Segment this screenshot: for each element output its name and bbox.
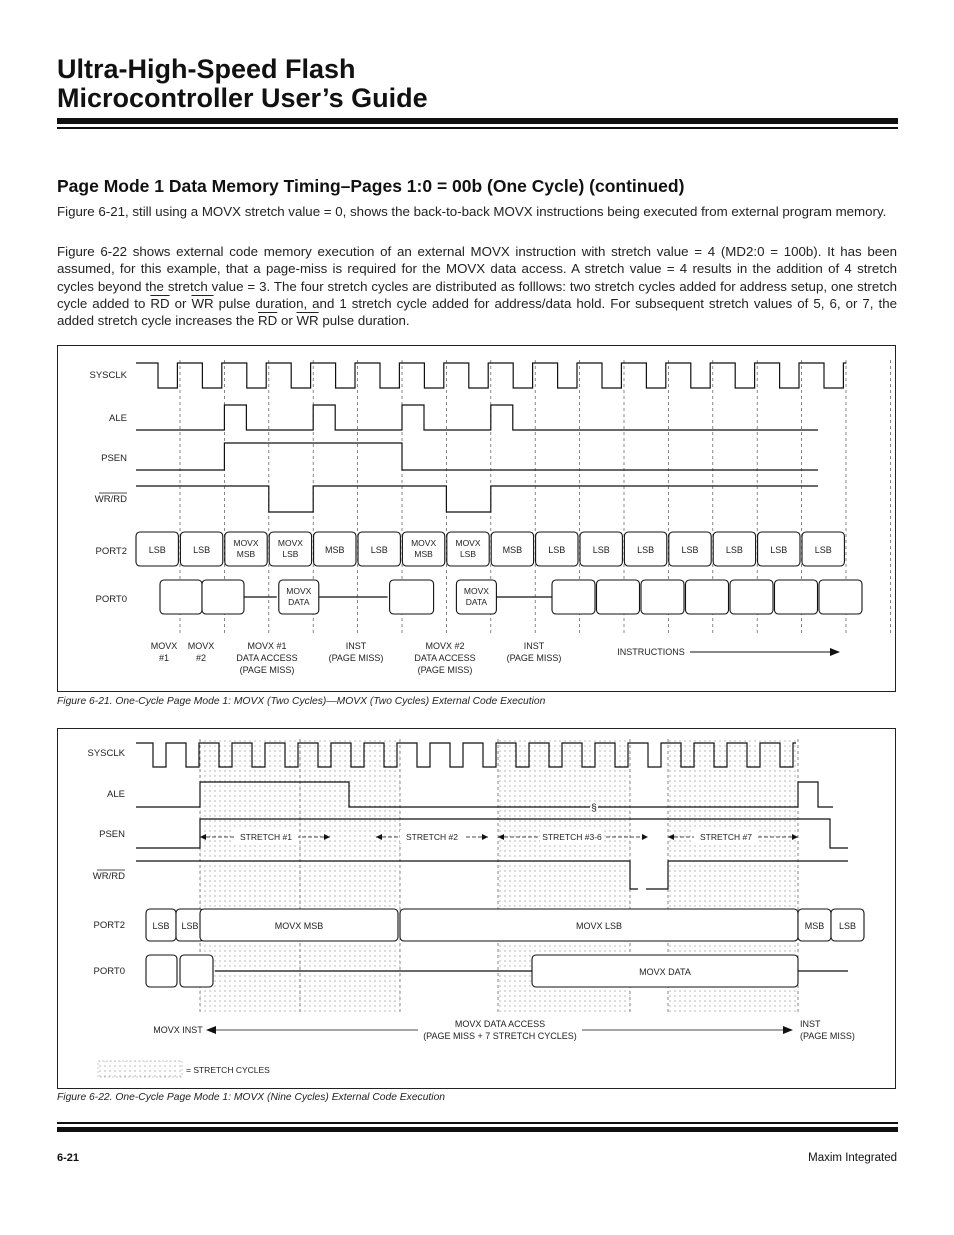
- bottom-label-movx2: MOVX: [187, 641, 215, 651]
- figure-6-22-svg: [58, 729, 897, 1090]
- signal-label-wr-rd: WR/RD: [92, 871, 125, 882]
- signal-label-psen: PSEN: [101, 453, 127, 464]
- bottom-label-movx2: #2: [195, 653, 207, 663]
- access-arrowhead-left: [206, 1026, 216, 1034]
- port2-cell-label: MSB: [804, 921, 825, 931]
- break-mark: §: [591, 803, 597, 814]
- bottom-label-movx1-access: MOVX #1: [247, 641, 287, 651]
- bottom-label-inst: INST: [800, 1019, 821, 1029]
- signal-label-port2: PORT2: [95, 546, 127, 557]
- paragraph-2: [57, 243, 897, 329]
- stretch-arrowhead-right: [482, 834, 488, 840]
- port2-cell-label: MOVX: [233, 538, 259, 548]
- port2-cell-label: MSB: [502, 545, 523, 555]
- paragraph-2-part-a: Figure 6-22 shows external code memory execution of an external MOVX instruction with stretch value = 4 (MD2:0 = 100b). It has been assumed, for this example, that a page-miss is required for the MOVX data access. A stretch value = 4 results in the addition of 4 stretch cycles beyond the stretch value = 3. The four stretch cycles are distributed as folllows: two stretch cycles added for address setup, one stretch cycle added to: [57, 244, 897, 311]
- port2-cell-label: LSB: [181, 921, 199, 931]
- page-number: 6-21: [57, 1152, 80, 1164]
- header-rule-thin: [57, 127, 898, 129]
- figure-6-22-caption: Figure 6-22. One-Cycle Page Mode 1: MOVX (Nine Cycles) External Code Execution: [57, 1092, 446, 1103]
- bottom-label-movx-inst: MOVX INST: [153, 1025, 203, 1035]
- port2-cell-label: LSB: [637, 545, 655, 555]
- stretch-label: STRETCH #1: [240, 832, 292, 842]
- legend-label: = STRETCH CYCLES: [186, 1065, 270, 1075]
- bottom-label-movx1: #1: [158, 653, 170, 663]
- port2-cell-label: LSB: [838, 921, 857, 931]
- port2-cell-label: MSB: [325, 545, 345, 555]
- port2-cell-label: MOVX: [411, 538, 437, 548]
- port2-cell-label: LSB: [148, 545, 166, 555]
- footer-rule-thin: [57, 1122, 898, 1124]
- document-title: [57, 55, 428, 113]
- stretch-label: STRETCH #3-6: [542, 832, 602, 842]
- signal-label-sysclk: SYSCLK: [87, 748, 125, 759]
- bottom-label-inst: (PAGE MISS): [328, 653, 384, 663]
- port2-cell-label: LSB: [592, 545, 610, 555]
- access-arrowhead-right: [783, 1026, 793, 1034]
- document-title-line1: Ultra-High-Speed Flash: [57, 54, 356, 84]
- stretch-label: STRETCH #2: [406, 832, 458, 842]
- paragraph-2-or-2: or: [277, 313, 297, 329]
- port2-cell-label: LSB: [770, 545, 788, 555]
- footer-rule-thick: [57, 1127, 898, 1132]
- stretch-arrowhead-right: [642, 834, 648, 840]
- signal-label-port0: PORT0: [93, 966, 125, 977]
- stretch-label: STRETCH #7: [700, 832, 752, 842]
- port2-cell-label: MOVX MSB: [274, 921, 324, 931]
- port0-cell: [202, 580, 244, 614]
- signal-label-port0: PORT0: [95, 594, 127, 605]
- paragraph-1: Figure 6-21, still using a MOVX stretch value = 0, shows the back-to-back MOVX instructions being executed from external program memory.: [57, 204, 887, 219]
- ale-waveform: [136, 405, 818, 430]
- bottom-label-movx2-access: (PAGE MISS): [417, 665, 473, 675]
- port2-cell-label: MSB: [414, 549, 433, 559]
- port2-cell-label: LSB: [548, 545, 566, 555]
- port0-cell: [180, 955, 213, 987]
- port0-cell: [819, 580, 862, 614]
- figure-6-21-timing-diagram: [57, 345, 896, 692]
- signal-label-psen: PSEN: [99, 829, 125, 840]
- port0-cell: [686, 580, 729, 614]
- bottom-label-movx2-access: MOVX #2: [425, 641, 465, 651]
- port2-cell-label: LSB: [282, 549, 299, 559]
- rd-signal-text: $\overline{RD}$: [150, 295, 170, 311]
- port2-cell-label: LSB: [152, 921, 170, 931]
- rd-signal-text-2: $\overline{RD}$: [258, 313, 278, 329]
- paragraph-2-part-b: pulse duration, and 1 stretch cycle added for address/data hold. For subsequent stretch values of 5, 6, or 7, the added stretch cycle increases the: [57, 295, 897, 329]
- bottom-label-movx1-access: DATA ACCESS: [236, 653, 298, 663]
- port2-cell-label: LSB: [725, 545, 743, 555]
- instructions-arrowhead: [830, 648, 840, 656]
- signal-label-sysclk: SYSCLK: [89, 370, 127, 381]
- section-heading: Page Mode 1 Data Memory Timing–Pages 1:0 = 00b (One Cycle) (continued): [57, 176, 685, 196]
- port0-cell-label: MOVX: [463, 586, 489, 596]
- port0-cell: [641, 580, 684, 614]
- signal-label-port2: PORT2: [93, 920, 125, 931]
- wr-signal-text: $\overline{WR}$: [191, 295, 214, 311]
- port0-cell: [597, 580, 640, 614]
- signal-label-ale: ALE: [107, 789, 125, 800]
- header-rule-thick: [57, 118, 898, 124]
- bottom-label-inst-2: INST: [523, 641, 545, 651]
- port0-cell: [390, 580, 434, 614]
- bottom-label-instructions: INSTRUCTIONS: [617, 647, 685, 657]
- port0-cell: [552, 580, 595, 614]
- bottom-label-movx1: MOVX: [150, 641, 178, 651]
- port0-cell-label: DATA: [465, 597, 488, 607]
- bottom-label-movx2-access: DATA ACCESS: [414, 653, 476, 663]
- stretch-region-address-setup: [200, 739, 400, 1013]
- port2-cell-label: MOVX LSB: [575, 921, 623, 931]
- port2-cell-label: MOVX: [455, 538, 481, 548]
- port0-cell-label: DATA: [288, 597, 310, 607]
- figure-6-22-timing-diagram: [57, 728, 896, 1089]
- port2-cell-label: LSB: [459, 549, 477, 559]
- wr-rd-waveform: [136, 486, 818, 512]
- port2-cell-label: LSB: [814, 545, 832, 555]
- figure-6-21-svg: [58, 346, 897, 693]
- bottom-label-inst-2: (PAGE MISS): [506, 653, 562, 663]
- port0-label: MOVX DATA: [639, 967, 691, 977]
- bottom-label-inst-detail: (PAGE MISS): [800, 1031, 855, 1041]
- sysclk-waveform: [136, 363, 846, 388]
- bottom-label-access-detail: (PAGE MISS + 7 STRETCH CYCLES): [423, 1031, 577, 1041]
- port2-cell-label: MOVX: [277, 538, 303, 548]
- psen-waveform: [136, 443, 818, 470]
- port2-cell-label: MSB: [236, 549, 256, 559]
- document-title-line2: Microcontroller User’s Guide: [57, 83, 428, 113]
- port0-cell: [730, 580, 773, 614]
- port2-cell-label: LSB: [681, 545, 699, 555]
- paragraph-2-or-1: or: [169, 295, 192, 311]
- port0-cell: [775, 580, 818, 614]
- bottom-label-access: MOVX DATA ACCESS: [454, 1019, 546, 1029]
- port0-cell: [146, 955, 177, 987]
- paragraph-2-part-c: pulse duration.: [318, 313, 410, 329]
- signal-label-ale: ALE: [109, 413, 127, 424]
- port0-cell: [160, 580, 202, 614]
- port2-cell-label: LSB: [193, 545, 211, 555]
- bottom-label-movx1-access: (PAGE MISS): [239, 665, 295, 675]
- legend-swatch: [98, 1061, 182, 1077]
- bottom-label-inst: INST: [345, 641, 367, 651]
- port2-cell-label: LSB: [370, 545, 388, 555]
- signal-label-wr-rd: WR/RD: [94, 494, 127, 505]
- port0-cell-label: MOVX: [286, 586, 312, 596]
- wr-signal-text-2: $\overline{WR}$: [296, 313, 319, 329]
- figure-6-21-caption: Figure 6-21. One-Cycle Page Mode 1: MOVX (Two Cycles)—MOVX (Two Cycles) External Code Execution: [57, 696, 546, 707]
- company-name: Maxim Integrated: [808, 1152, 897, 1164]
